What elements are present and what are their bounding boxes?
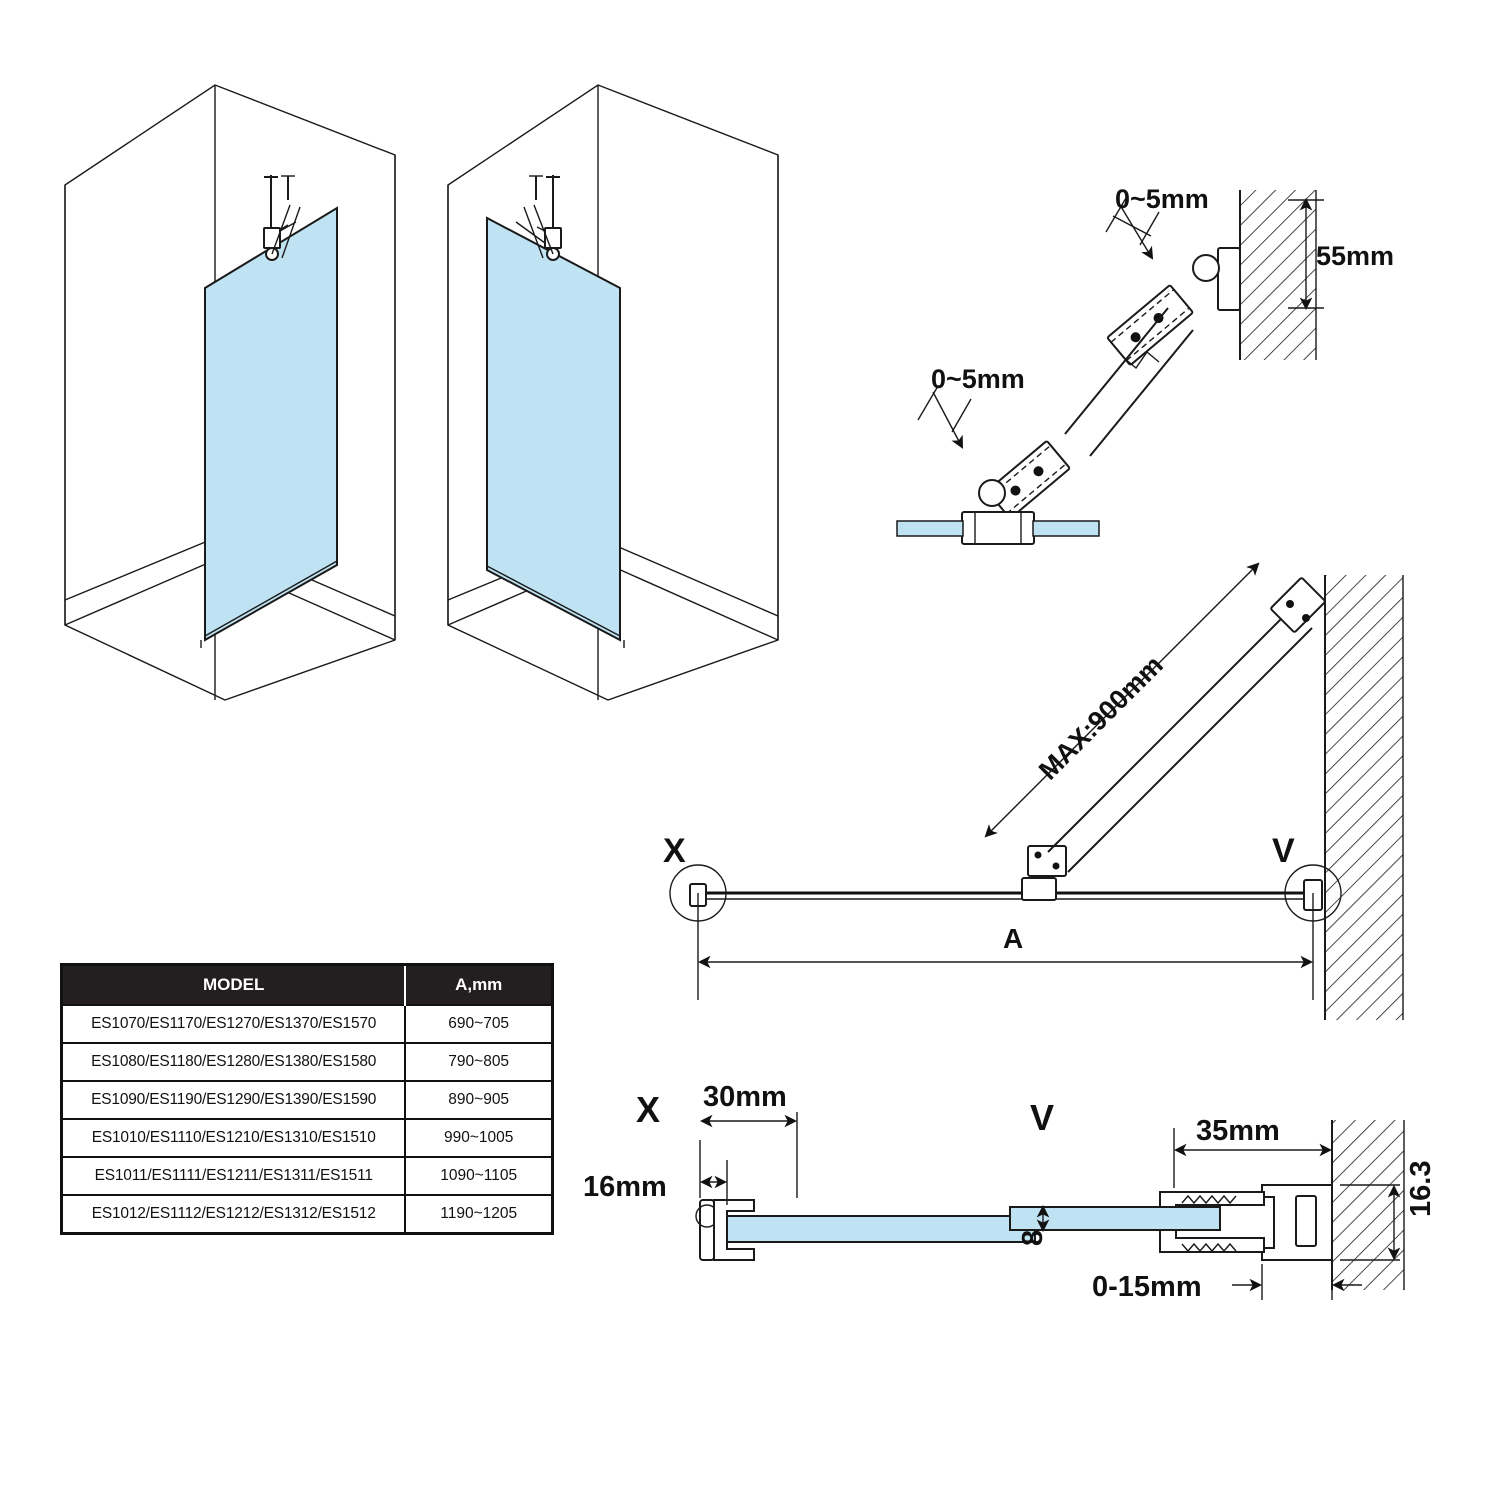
label-profile-height-163: 16.3 xyxy=(1405,1160,1437,1217)
callout-v-detail: V xyxy=(1030,1097,1055,1138)
table-row xyxy=(62,1005,553,1043)
table-cell-model: ES1012/ES1112/ES1212/ES1312/ES1512 xyxy=(62,1195,406,1234)
table-body xyxy=(62,1005,553,1234)
table-header-a: A,mm xyxy=(405,965,552,1006)
table-header-row xyxy=(62,965,553,1006)
table-cell-model: ES1010/ES1110/ES1210/ES1310/ES1510 xyxy=(62,1119,406,1157)
table-row xyxy=(62,1081,553,1119)
table-header xyxy=(62,965,553,1006)
label-profile-width-16: 16mm xyxy=(583,1171,667,1203)
label-wall-adjust-range: 0-15mm xyxy=(1092,1271,1202,1303)
table-cell-model: ES1080/ES1180/ES1280/ES1380/ES1580 xyxy=(62,1043,406,1081)
table-cell-model: ES1070/ES1170/ES1270/ES1370/ES1570 xyxy=(62,1005,406,1043)
label-gap-bottom: 0~5mm xyxy=(931,364,1025,394)
table-header-model: MODEL xyxy=(62,965,406,1006)
table-row xyxy=(62,1043,553,1081)
model-spec-table xyxy=(60,963,554,1235)
table-row xyxy=(62,1195,553,1234)
table-cell-model: ES1090/ES1190/ES1290/ES1390/ES1590 xyxy=(62,1081,406,1119)
table-cell-a: 890~905 xyxy=(405,1081,552,1119)
label-profile-width-30: 30mm xyxy=(703,1081,787,1113)
table-cell-a: 990~1005 xyxy=(405,1119,552,1157)
label-glass-thickness-8: 8 xyxy=(1017,1229,1049,1246)
label-dim-a: A xyxy=(1003,923,1024,954)
label-gap-top: 0~5mm xyxy=(1115,184,1209,214)
table-row xyxy=(62,1119,553,1157)
table-cell-a: 690~705 xyxy=(405,1005,552,1043)
table-cell-a: 1190~1205 xyxy=(405,1195,552,1234)
table-cell-a: 790~805 xyxy=(405,1043,552,1081)
table-cell-a: 1090~1105 xyxy=(405,1157,552,1195)
table-row xyxy=(62,1157,553,1195)
label-wall-profile-35: 35mm xyxy=(1196,1115,1280,1147)
label-wall-plate-height: 55mm xyxy=(1316,241,1395,271)
callout-x-plan: X xyxy=(663,832,686,870)
callout-x-detail: X xyxy=(636,1089,661,1130)
table-cell-model: ES1011/ES1111/ES1211/ES1311/ES1511 xyxy=(62,1157,406,1195)
callout-v-plan: V xyxy=(1272,832,1295,870)
label-max-bar-length: MAX:900mm xyxy=(1033,649,1169,786)
